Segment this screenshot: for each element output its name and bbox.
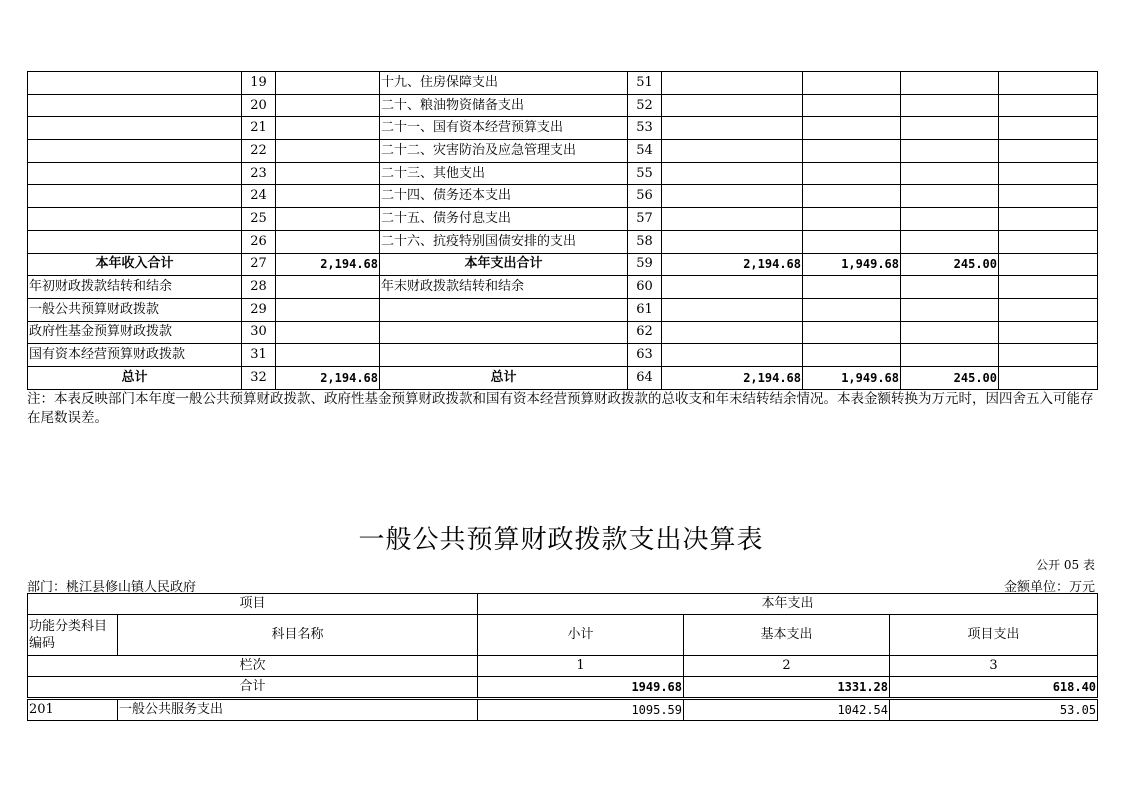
income-amount xyxy=(276,140,380,163)
table-row xyxy=(28,94,1098,117)
income-line-no: 28 xyxy=(242,276,276,299)
income-amount xyxy=(276,276,380,299)
expense-basic xyxy=(803,117,901,140)
income-amount xyxy=(276,208,380,231)
expense-basic xyxy=(803,298,901,321)
expense-project xyxy=(901,185,999,208)
expense-total xyxy=(662,321,803,344)
expense-extra xyxy=(999,366,1098,389)
income-line-no: 20 xyxy=(242,94,276,117)
header-subtotal: 小计 xyxy=(478,615,684,656)
expense-project xyxy=(901,208,999,231)
expense-extra xyxy=(999,208,1098,231)
expense-total xyxy=(662,344,803,367)
header-name: 科目名称 xyxy=(118,615,478,656)
income-label: 年初财政拨款结转和结余 xyxy=(28,276,242,299)
expense-basic xyxy=(803,162,901,185)
income-label xyxy=(28,162,242,185)
expense-project xyxy=(901,321,999,344)
row-project: 53.05 xyxy=(890,699,1098,721)
income-line-no: 32 xyxy=(242,366,276,389)
income-line-no: 27 xyxy=(242,253,276,276)
income-label xyxy=(28,140,242,163)
income-label xyxy=(28,185,242,208)
expense-label: 总计 xyxy=(380,366,628,389)
row-code: 201 xyxy=(28,699,118,721)
expense-label: 本年支出合计 xyxy=(380,253,628,276)
unit-label: 金额单位：万元 xyxy=(1003,580,1095,595)
fiscal-summary-table xyxy=(27,71,1098,390)
income-amount: 2,194.68 xyxy=(276,253,380,276)
income-line-no: 30 xyxy=(242,321,276,344)
table-row xyxy=(28,276,1098,299)
expense-total xyxy=(662,94,803,117)
income-line-no: 19 xyxy=(242,72,276,95)
expense-line-no: 55 xyxy=(628,162,662,185)
expense-total xyxy=(662,230,803,253)
total-subtotal: 1949.68 xyxy=(478,677,684,699)
expense-line-no: 54 xyxy=(628,140,662,163)
expense-project xyxy=(901,162,999,185)
header-code: 功能分类科目编码 xyxy=(28,615,118,656)
expense-total: 2,194.68 xyxy=(662,366,803,389)
expense-project xyxy=(901,344,999,367)
expense-basic: 1,949.68 xyxy=(803,366,901,389)
expense-extra xyxy=(999,162,1098,185)
expense-line-no: 61 xyxy=(628,298,662,321)
expense-label: 二十一、国有资本经营预算支出 xyxy=(380,117,628,140)
column-number: 2 xyxy=(684,656,890,677)
row-subtotal: 1095.59 xyxy=(478,699,684,721)
row-basic: 1042.54 xyxy=(684,699,890,721)
column-number: 3 xyxy=(890,656,1098,677)
income-amount xyxy=(276,162,380,185)
expense-basic xyxy=(803,276,901,299)
income-label xyxy=(28,72,242,95)
income-label xyxy=(28,208,242,231)
income-line-no: 31 xyxy=(242,344,276,367)
expense-total xyxy=(662,162,803,185)
expense-basic xyxy=(803,321,901,344)
expense-label: 二十三、其他支出 xyxy=(380,162,628,185)
expense-total: 2,194.68 xyxy=(662,253,803,276)
table-row xyxy=(28,321,1098,344)
expense-extra xyxy=(999,230,1098,253)
income-line-no: 22 xyxy=(242,140,276,163)
expense-extra xyxy=(999,140,1098,163)
expense-project xyxy=(901,276,999,299)
expense-extra xyxy=(999,253,1098,276)
header-basic: 基本支出 xyxy=(684,615,890,656)
table-row xyxy=(28,185,1098,208)
expenditure-table xyxy=(27,593,1098,721)
page-title: 一般公共预算财政拨款支出决算表 xyxy=(358,525,764,555)
table-row xyxy=(28,366,1098,389)
column-number: 1 xyxy=(478,656,684,677)
expense-extra xyxy=(999,321,1098,344)
expense-label: 二十四、债务还本支出 xyxy=(380,185,628,208)
income-amount: 2,194.68 xyxy=(276,366,380,389)
expense-basic xyxy=(803,140,901,163)
expense-total xyxy=(662,72,803,95)
income-line-no: 21 xyxy=(242,117,276,140)
expense-project xyxy=(901,72,999,95)
income-amount xyxy=(276,185,380,208)
header-current-year: 本年支出 xyxy=(478,594,1098,615)
expense-line-no: 64 xyxy=(628,366,662,389)
expense-basic: 1,949.68 xyxy=(803,253,901,276)
expense-label xyxy=(380,321,628,344)
header-item: 项目 xyxy=(28,594,478,615)
expense-total xyxy=(662,140,803,163)
expense-extra xyxy=(999,276,1098,299)
expense-line-no: 58 xyxy=(628,230,662,253)
income-label: 国有资本经营预算财政拨款 xyxy=(28,344,242,367)
expense-project: 245.00 xyxy=(901,253,999,276)
expense-project xyxy=(901,140,999,163)
expense-project xyxy=(901,117,999,140)
expense-label: 二十、粮油物资储备支出 xyxy=(380,94,628,117)
expense-total xyxy=(662,185,803,208)
expense-label: 十九、住房保障支出 xyxy=(380,72,628,95)
income-label xyxy=(28,94,242,117)
expense-project xyxy=(901,230,999,253)
expense-label xyxy=(380,344,628,367)
total-label: 合计 xyxy=(28,677,478,699)
expense-line-no: 59 xyxy=(628,253,662,276)
expense-extra xyxy=(999,117,1098,140)
expense-project xyxy=(901,298,999,321)
expense-extra xyxy=(999,344,1098,367)
income-label xyxy=(28,230,242,253)
expense-basic xyxy=(803,344,901,367)
column-row-label: 栏次 xyxy=(28,656,478,677)
income-label: 政府性基金预算财政拨款 xyxy=(28,321,242,344)
income-line-no: 25 xyxy=(242,208,276,231)
expense-label: 二十二、灾害防治及应急管理支出 xyxy=(380,140,628,163)
income-amount xyxy=(276,321,380,344)
expense-line-no: 62 xyxy=(628,321,662,344)
expense-line-no: 53 xyxy=(628,117,662,140)
expense-line-no: 63 xyxy=(628,344,662,367)
expense-basic xyxy=(803,230,901,253)
table-note: 注：本表反映部门本年度一般公共预算财政拨款、政府性基金预算财政拨款和国有资本经营预算财政拨款的总收支和年末结转结余情况。本表金额转换为万元时，因四舍五入可能存在尾数误差。 xyxy=(27,391,1094,426)
income-amount xyxy=(276,117,380,140)
expense-basic xyxy=(803,185,901,208)
income-amount xyxy=(276,230,380,253)
income-line-no: 29 xyxy=(242,298,276,321)
row-name: 一般公共服务支出 xyxy=(118,699,478,721)
table-row xyxy=(28,230,1098,253)
expense-line-no: 51 xyxy=(628,72,662,95)
income-amount xyxy=(276,344,380,367)
expense-total xyxy=(662,208,803,231)
table-row xyxy=(28,140,1098,163)
expense-total xyxy=(662,117,803,140)
income-amount xyxy=(276,72,380,95)
total-project: 618.40 xyxy=(890,677,1098,699)
expense-extra xyxy=(999,94,1098,117)
income-amount xyxy=(276,94,380,117)
income-line-no: 23 xyxy=(242,162,276,185)
income-amount xyxy=(276,298,380,321)
department-label: 部门：桃江县修山镇人民政府 xyxy=(27,580,197,595)
table-row xyxy=(28,72,1098,95)
expense-basic xyxy=(803,72,901,95)
income-line-no: 24 xyxy=(242,185,276,208)
income-label: 总计 xyxy=(28,366,242,389)
expense-basic xyxy=(803,208,901,231)
income-label: 一般公共预算财政拨款 xyxy=(28,298,242,321)
expense-label xyxy=(380,298,628,321)
expense-label: 二十五、债务付息支出 xyxy=(380,208,628,231)
expense-total xyxy=(662,276,803,299)
income-label xyxy=(28,117,242,140)
income-label: 本年收入合计 xyxy=(28,253,242,276)
total-basic: 1331.28 xyxy=(684,677,890,699)
table-row xyxy=(28,344,1098,367)
header-project: 项目支出 xyxy=(890,615,1098,656)
expense-basic xyxy=(803,94,901,117)
expense-line-no: 60 xyxy=(628,276,662,299)
expense-line-no: 56 xyxy=(628,185,662,208)
table-row xyxy=(28,117,1098,140)
table-row xyxy=(28,208,1098,231)
expense-label: 二十六、抗疫特别国债安排的支出 xyxy=(380,230,628,253)
expense-project: 245.00 xyxy=(901,366,999,389)
expense-extra xyxy=(999,185,1098,208)
income-line-no: 26 xyxy=(242,230,276,253)
table-row xyxy=(28,699,1098,721)
expense-line-no: 52 xyxy=(628,94,662,117)
expense-extra xyxy=(999,72,1098,95)
expense-total xyxy=(662,298,803,321)
expense-project xyxy=(901,94,999,117)
expense-label: 年末财政拨款结转和结余 xyxy=(380,276,628,299)
table-row xyxy=(28,298,1098,321)
form-code: 公开 05 表 xyxy=(1036,558,1095,572)
expense-line-no: 57 xyxy=(628,208,662,231)
expense-extra xyxy=(999,298,1098,321)
table-row xyxy=(28,162,1098,185)
table-row xyxy=(28,253,1098,276)
